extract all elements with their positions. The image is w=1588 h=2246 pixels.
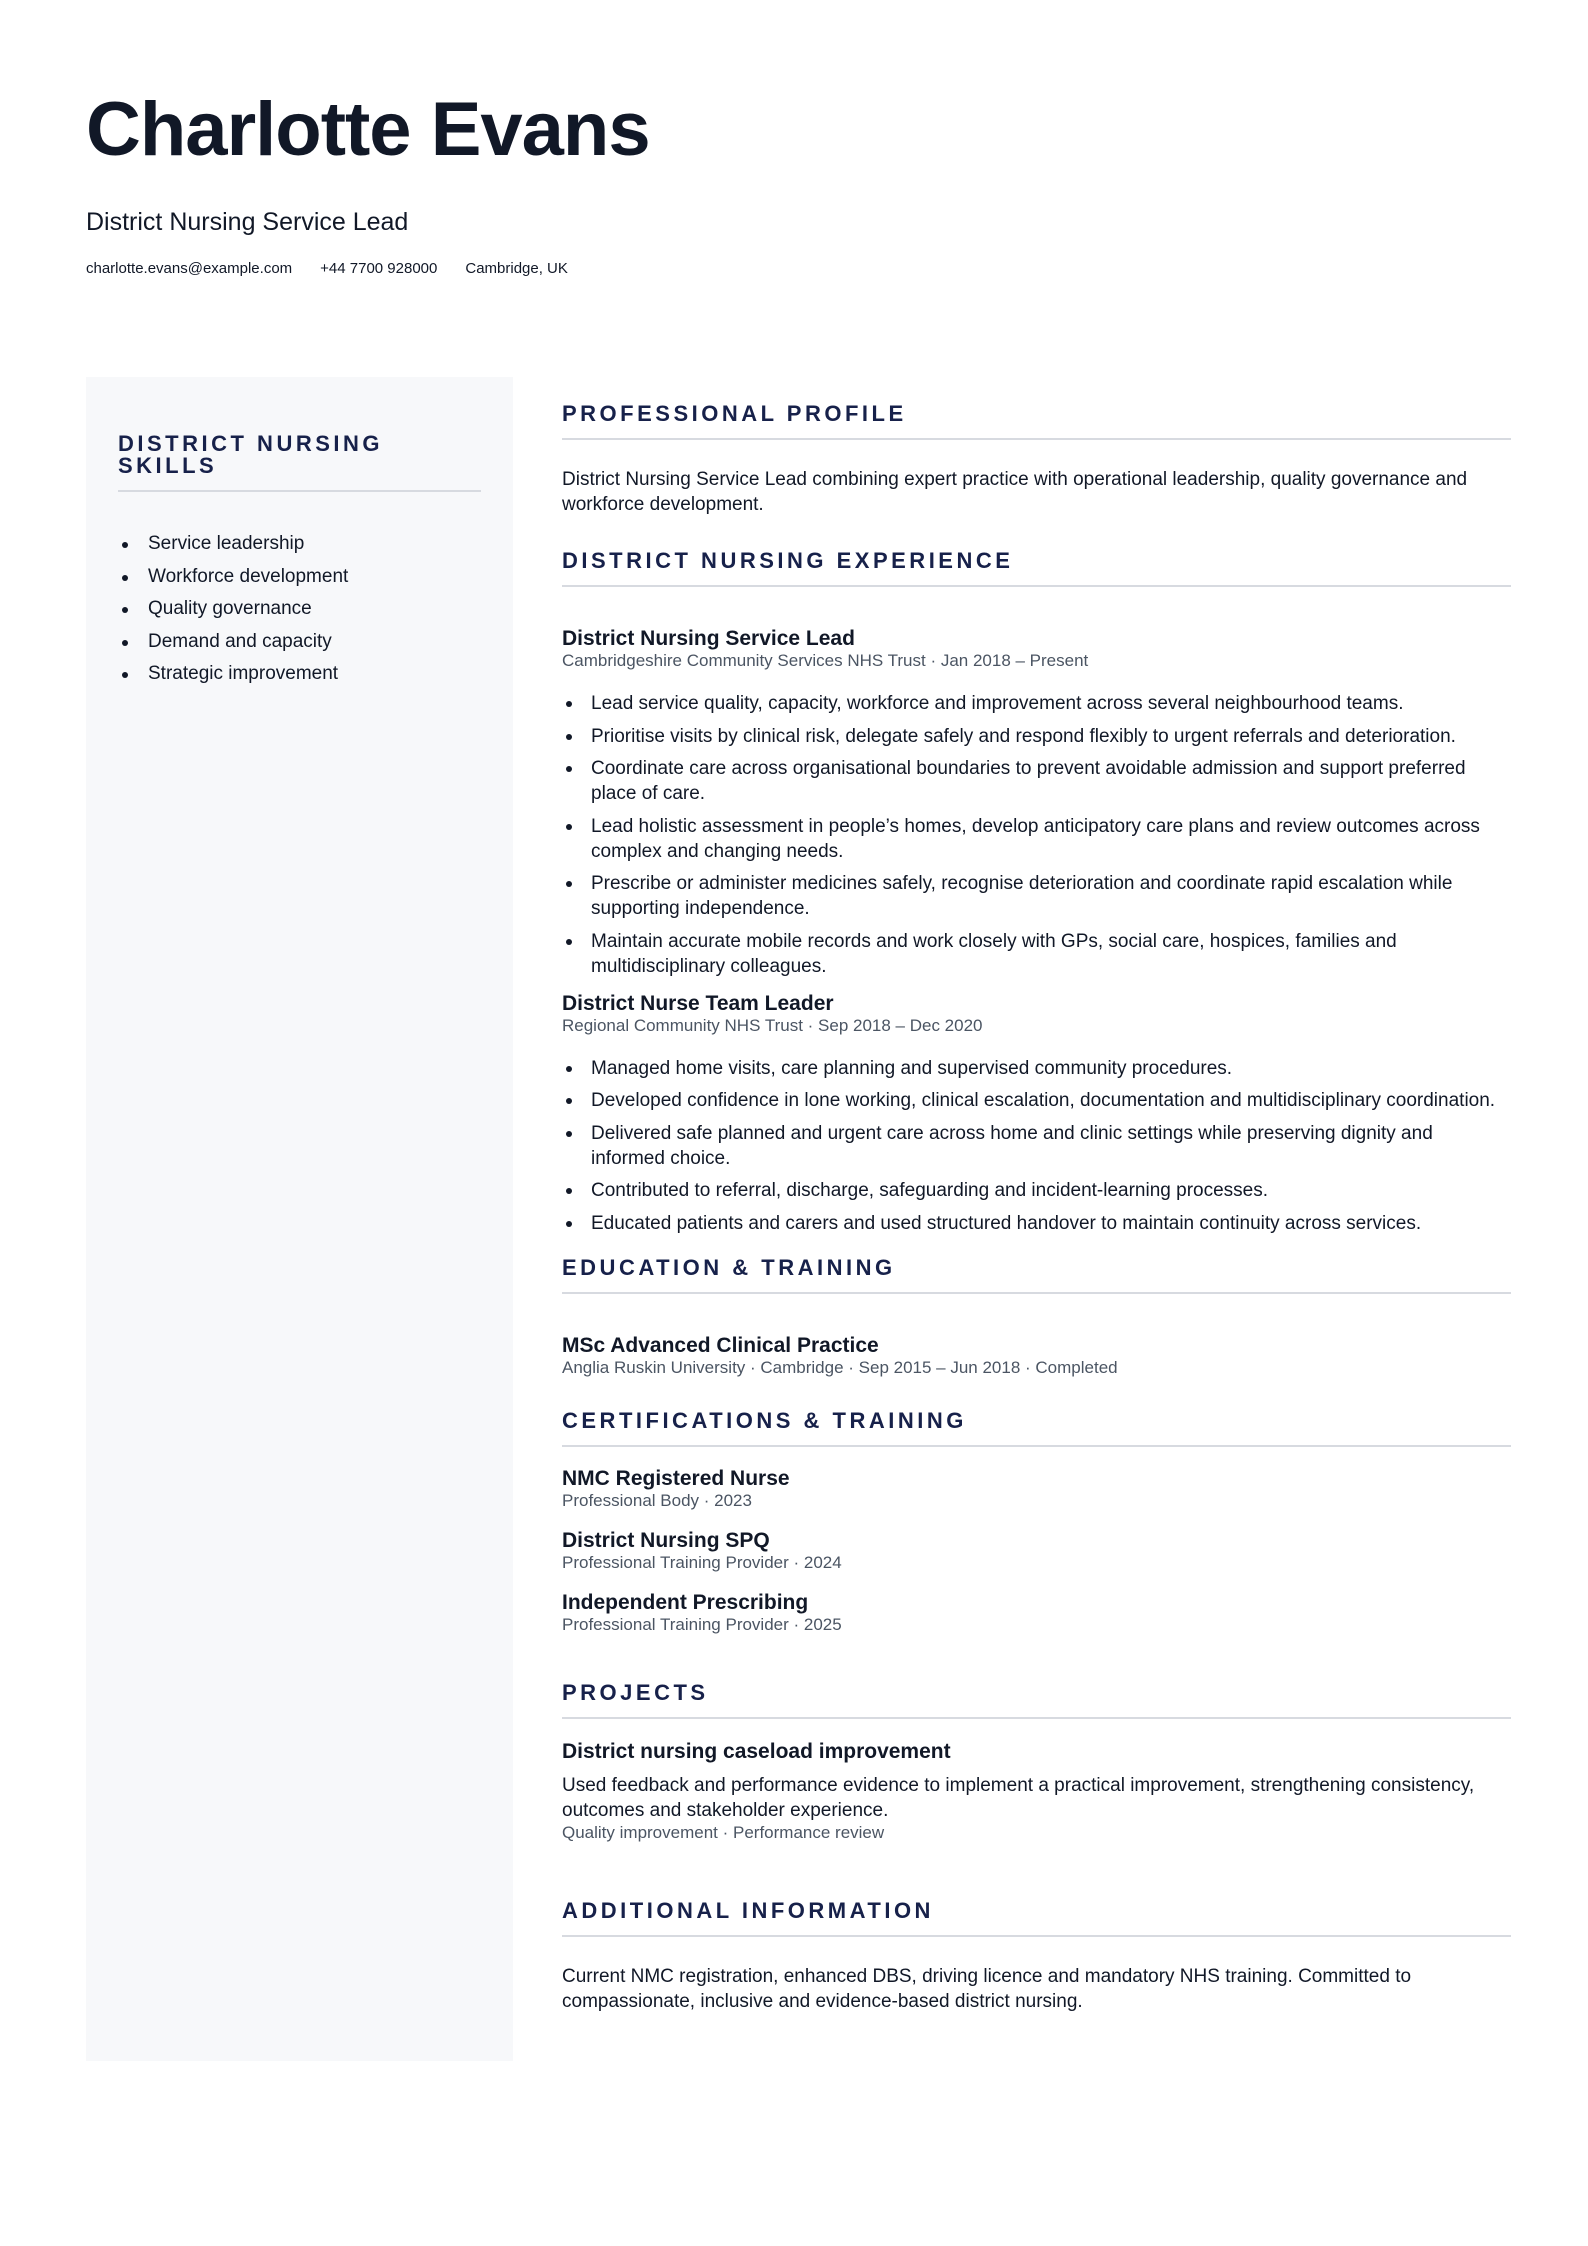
certification-entry — [562, 1467, 1511, 1511]
job-bullet: Contributed to referral, discharge, safeguarding and incident-learning processes. — [562, 1178, 1511, 1203]
projects-section — [562, 1679, 1511, 1843]
projects-section-title: PROJECTS — [562, 1682, 1511, 1719]
job-bullet: Educated patients and carers and used structured handover to maintain continuity across services. — [562, 1211, 1511, 1236]
contact-location: Cambridge, UK — [465, 260, 568, 277]
project-title: District nursing caseload improvement — [562, 1739, 951, 1763]
education-section — [562, 1254, 1511, 1378]
certification-title: NMC Registered Nurse — [562, 1466, 790, 1490]
certification-entry — [562, 1529, 1511, 1573]
skill-item: Demand and capacity — [118, 626, 481, 659]
candidate-name: Charlotte Evans — [86, 87, 650, 172]
education-section-title: EDUCATION & TRAINING — [562, 1257, 1511, 1294]
job-meta: Cambridgeshire Community Services NHS Trust · Jan 2018 – Present — [562, 651, 1089, 670]
skill-item: Workforce development — [118, 561, 481, 594]
certification-title: District Nursing SPQ — [562, 1528, 770, 1552]
job-title: District Nursing Service Lead — [562, 627, 855, 650]
job-bullet: Prescribe or administer medicines safely, recognise deterioration and coordinate rapid escalation while supporting independence. — [562, 871, 1511, 921]
certification-title: Independent Prescribing — [562, 1590, 809, 1614]
project-entry — [562, 1740, 1511, 1843]
certification-meta: Professional Training Provider · 2025 — [562, 1614, 842, 1634]
job-meta: Regional Community NHS Trust · Sep 2018 – Dec 2020 — [562, 1015, 983, 1035]
education-title: MSc Advanced Clinical Practice — [562, 1333, 879, 1357]
experience-section-title: DISTRICT NURSING EXPERIENCE — [562, 550, 1511, 587]
resume-header — [86, 87, 1506, 277]
skill-item: Quality governance — [118, 593, 481, 626]
contact-details — [86, 261, 1506, 276]
contact-email: charlotte.evans@example.com — [86, 260, 293, 277]
main-column — [562, 403, 1511, 2014]
education-entry — [562, 1334, 1511, 1378]
education-meta: Anglia Ruskin University · Cambridge · Sep 2015 – Jun 2018 · Completed — [562, 1357, 1118, 1377]
skills-list — [118, 528, 481, 691]
contact-phone: +44 7700 928000 — [320, 260, 438, 277]
profile-section — [562, 403, 1511, 517]
job-bullet: Coordinate care across organisational boundaries to prevent avoidable admission and support preferred place of care. — [562, 756, 1511, 806]
job-bullets — [562, 691, 1511, 979]
experience-section — [562, 550, 1511, 1236]
project-text: Used feedback and performance evidence to implement a practical improvement, strengthening consistency, outcomes and stakeholder experience. — [562, 1774, 1475, 1821]
job-bullet: Prioritise visits by clinical risk, delegate safely and respond flexibly to urgent referrals and deterioration. — [562, 724, 1511, 749]
job-bullets — [562, 1056, 1511, 1236]
job-bullet: Lead holistic assessment in people’s homes, develop anticipatory care plans and review outcomes across complex and changing needs. — [562, 814, 1511, 864]
experience-entry — [562, 627, 1511, 979]
job-bullet: Lead service quality, capacity, workforce and improvement across several neighbourhood teams. — [562, 691, 1511, 716]
profile-text: District Nursing Service Lead combining expert practice with operational leadership, quality governance and workforce development. — [562, 469, 1468, 515]
job-title: District Nurse Team Leader — [562, 991, 834, 1015]
job-bullet: Maintain accurate mobile records and work closely with GPs, social care, hospices, families and multidisciplinary colleagues. — [562, 929, 1511, 979]
certification-meta: Professional Training Provider · 2024 — [562, 1552, 842, 1572]
skills-section-title: DISTRICT NURSING SKILLS — [118, 433, 481, 492]
certifications-section — [562, 1407, 1511, 1635]
additional-section-title: ADDITIONAL INFORMATION — [562, 1900, 1511, 1937]
additional-section — [562, 1897, 1511, 2014]
skill-item: Strategic improvement — [118, 658, 481, 691]
skill-item: Service leadership — [118, 528, 481, 561]
profile-section-title: PROFESSIONAL PROFILE — [562, 403, 1511, 440]
additional-text: Current NMC registration, enhanced DBS, driving licence and mandatory NHS training. Committed to compassionate, inclusive and evidence-based district nursing. — [562, 1965, 1412, 2012]
certifications-section-title: CERTIFICATIONS & TRAINING — [562, 1410, 1511, 1447]
certification-meta: Professional Body · 2023 — [562, 1490, 752, 1510]
project-tags: Quality improvement · Performance review — [562, 1822, 885, 1842]
job-bullet: Managed home visits, care planning and supervised community procedures. — [562, 1056, 1511, 1081]
experience-entry — [562, 992, 1511, 1236]
skills-sidebar — [86, 377, 513, 2061]
candidate-headline: District Nursing Service Lead — [86, 208, 409, 236]
job-bullet: Developed confidence in lone working, clinical escalation, documentation and multidisciplinary coordination. — [562, 1088, 1511, 1113]
certification-entry — [562, 1591, 1511, 1635]
job-bullet: Delivered safe planned and urgent care across home and clinic settings while preserving dignity and informed choice. — [562, 1121, 1511, 1171]
